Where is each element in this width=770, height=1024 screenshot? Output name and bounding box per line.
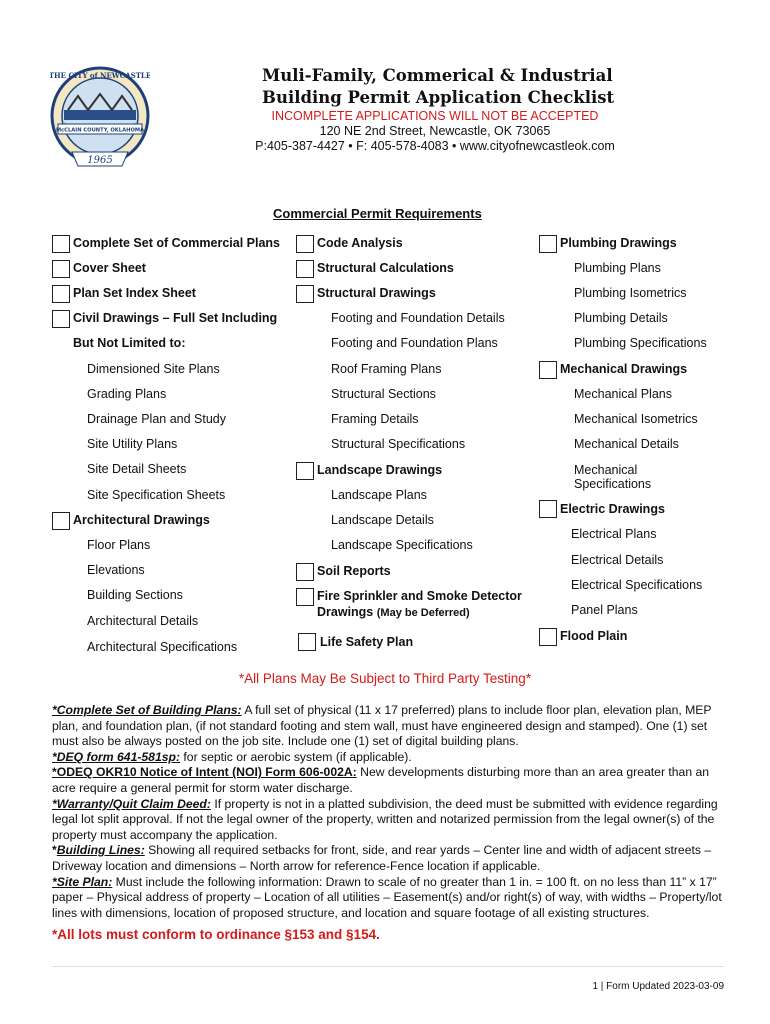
footer-page-info: 1 | Form Updated 2023-03-09 (592, 981, 724, 992)
label-fire-sprinkler: Fire Sprinkler and Smoke Detector (317, 589, 522, 603)
checkbox-flood-plain[interactable] (539, 628, 557, 646)
note-odeq (52, 765, 724, 796)
checkbox-civil-drawings[interactable] (52, 310, 70, 328)
svg-text:McCLAIN COUNTY, OKLAHOMA: McCLAIN COUNTY, OKLAHOMA (55, 127, 145, 134)
label-may-be-deferred: (May be Deferred) (376, 607, 470, 619)
label-soil-reports: Soil Reports (317, 564, 391, 578)
list-item: Floor Plans (87, 538, 151, 552)
label-fire-drawings-line2 (317, 605, 470, 619)
list-item: Dimensioned Site Plans (87, 362, 220, 376)
list-item: Landscape Specifications (331, 538, 473, 552)
note-site-plan-body: Must include the following information: Drawn to scale of no greater than 1 in. = 100 ft. on no less than 11” x 17” paper – Physical address of property – Location of all utilities – Easement(s) and/or right(s) of way, with widths – Property/lot lines with dimensions, location of proposed structure, and location and square footage of all existing structures. (52, 874, 722, 920)
list-item: Grading Plans (87, 387, 167, 401)
svg-text:1965: 1965 (87, 155, 113, 166)
list-item: Drainage Plan and Study (87, 412, 226, 426)
note-deed-head: *Warranty/Quit Claim Deed: (52, 796, 211, 811)
note-building-lines-star: * (52, 843, 57, 858)
checkbox-landscape[interactable] (296, 462, 314, 480)
list-item: Landscape Plans (331, 488, 427, 502)
checkbox-code-analysis[interactable] (296, 235, 314, 253)
list-item: Specifications (574, 477, 652, 491)
list-item: Plumbing Details (574, 311, 668, 325)
note-deq-head: *DEQ form 641-581sp: (52, 749, 181, 764)
contact-line: P:405-387-4427 • F: 405-578-4083 • www.cityofnewcastleok.com (255, 139, 615, 153)
title-line-2: Building Permit Application Checklist (262, 88, 615, 107)
checkbox-fire-sprinkler[interactable] (296, 588, 314, 606)
note-odeq-head: *ODEQ OKR10 Notice of Intent (NOI) Form 606-002A: (52, 765, 357, 780)
label-cover-sheet: Cover Sheet (73, 261, 146, 275)
list-item: Landscape Details (331, 513, 434, 527)
label-structural-drawings: Structural Drawings (317, 286, 436, 300)
third-party-note: *All Plans May Be Subject to Third Party Testing* (238, 671, 532, 686)
footer-divider (52, 966, 724, 967)
checkbox-commercial-plans[interactable] (52, 235, 70, 253)
list-item: Footing and Foundation Plans (331, 336, 498, 350)
label-flood-plain: Flood Plain (560, 629, 628, 643)
label-electric: Electric Drawings (560, 502, 665, 516)
list-item: Site Detail Sheets (87, 462, 187, 476)
list-item: Electrical Plans (571, 527, 657, 541)
list-item: Mechanical (574, 463, 638, 477)
label-code-analysis: Code Analysis (317, 236, 403, 250)
list-item: Architectural Specifications (87, 640, 238, 654)
note-building-lines (52, 843, 724, 874)
checkbox-index-sheet[interactable] (52, 285, 70, 303)
label-landscape: Landscape Drawings (317, 463, 443, 477)
checkbox-mechanical[interactable] (539, 361, 557, 379)
incomplete-warning: INCOMPLETE APPLICATIONS WILL NOT BE ACCEPTED (271, 109, 599, 123)
note-building-plans (52, 703, 724, 750)
note-deq-body: for septic or aerobic system (if applicable). (180, 749, 412, 764)
note-site-plan-head: *Site Plan: (52, 874, 113, 889)
list-item: Plumbing Plans (574, 261, 661, 275)
list-item: Plumbing Isometrics (574, 286, 687, 300)
checkbox-electric[interactable] (539, 500, 557, 518)
label-index-sheet: Plan Set Index Sheet (73, 286, 196, 300)
city-seal-logo (50, 66, 150, 172)
checkbox-plumbing[interactable] (539, 235, 557, 253)
label-fire-drawings: Drawings (317, 605, 374, 619)
checkbox-architectural[interactable] (52, 512, 70, 530)
label-plumbing: Plumbing Drawings (560, 236, 677, 250)
list-item: Site Utility Plans (87, 437, 178, 451)
label-architectural: Architectural Drawings (73, 513, 210, 527)
list-item: Electrical Specifications (571, 578, 703, 592)
list-item: Structural Specifications (331, 437, 466, 451)
label-civil-drawings: Civil Drawings – Full Set Including (73, 311, 278, 325)
checkbox-structural-calculations[interactable] (296, 260, 314, 278)
list-item: Framing Details (331, 412, 419, 426)
svg-text:THE CITY of NEWCASTLE: THE CITY of NEWCASTLE (50, 71, 150, 80)
list-item: Panel Plans (571, 603, 638, 617)
ordinance-note: *All lots must conform to ordinance §153 and §154. (52, 927, 380, 943)
checkbox-structural-drawings[interactable] (296, 285, 314, 303)
note-building-plans-body: A full set of physical (11 x 17 preferred) plans to include floor plan, elevation plan, MEP plan, and foundation plan, (if not standard footing and stem wall, must have engineered design and stamped). One (1) set must also be always posted on the job site. Include one (1) set of digital building plans. (52, 703, 712, 749)
label-but-not-limited: But Not Limited to: (73, 336, 186, 350)
label-mechanical: Mechanical Drawings (560, 362, 688, 376)
note-building-lines-head: Building Lines: (56, 843, 145, 858)
list-item: Site Specification Sheets (87, 488, 226, 502)
list-item: Architectural Details (87, 614, 199, 628)
checkbox-cover-sheet[interactable] (52, 260, 70, 278)
note-deed (52, 797, 724, 844)
list-item: Electrical Details (571, 553, 664, 567)
section-title: Commercial Permit Requirements (273, 206, 482, 221)
list-item: Mechanical Isometrics (574, 412, 698, 426)
note-site-plan (52, 875, 724, 922)
note-odeq-body: New developments disturbing more than an area greater than an acre require a general permit for storm water discharge. (52, 765, 710, 795)
checkbox-soil-reports[interactable] (296, 563, 314, 581)
list-item: Structural Sections (331, 387, 436, 401)
list-item: Mechanical Details (574, 437, 679, 451)
list-item: Mechanical Plans (574, 387, 672, 401)
label-commercial-plans: Complete Set of Commercial Plans (73, 236, 281, 250)
label-structural-calculations: Structural Calculations (317, 261, 454, 275)
address: 120 NE 2nd Street, Newcastle, OK 73065 (319, 124, 551, 138)
checkbox-life-safety[interactable] (298, 633, 316, 651)
list-item: Building Sections (87, 588, 183, 602)
note-building-plans-head: *Complete Set of Building Plans: (52, 703, 242, 717)
list-item: Elevations (87, 563, 145, 577)
note-building-lines-body: Showing all required setbacks for front, side, and rear yards – Center line and width of adjacent streets – Driveway location and dimensions – North arrow for reference-Fence location if applicable. (52, 843, 712, 873)
list-item: Plumbing Specifications (574, 336, 707, 350)
note-deed-body: If property is not in a platted subdivision, the deed must be submitted with evidence regarding legal lot split approval. If not the legal owner of the property, written and notarized permission from the legal owner(s) of the property must accompany the application. (52, 796, 718, 842)
notes-block (52, 703, 724, 943)
label-life-safety: Life Safety Plan (320, 635, 414, 649)
list-item: Footing and Foundation Details (331, 311, 505, 325)
list-item: Roof Framing Plans (331, 362, 442, 376)
note-deq (52, 750, 724, 766)
title-line-1: Muli-Family, Commerical & Industrial (262, 66, 613, 85)
